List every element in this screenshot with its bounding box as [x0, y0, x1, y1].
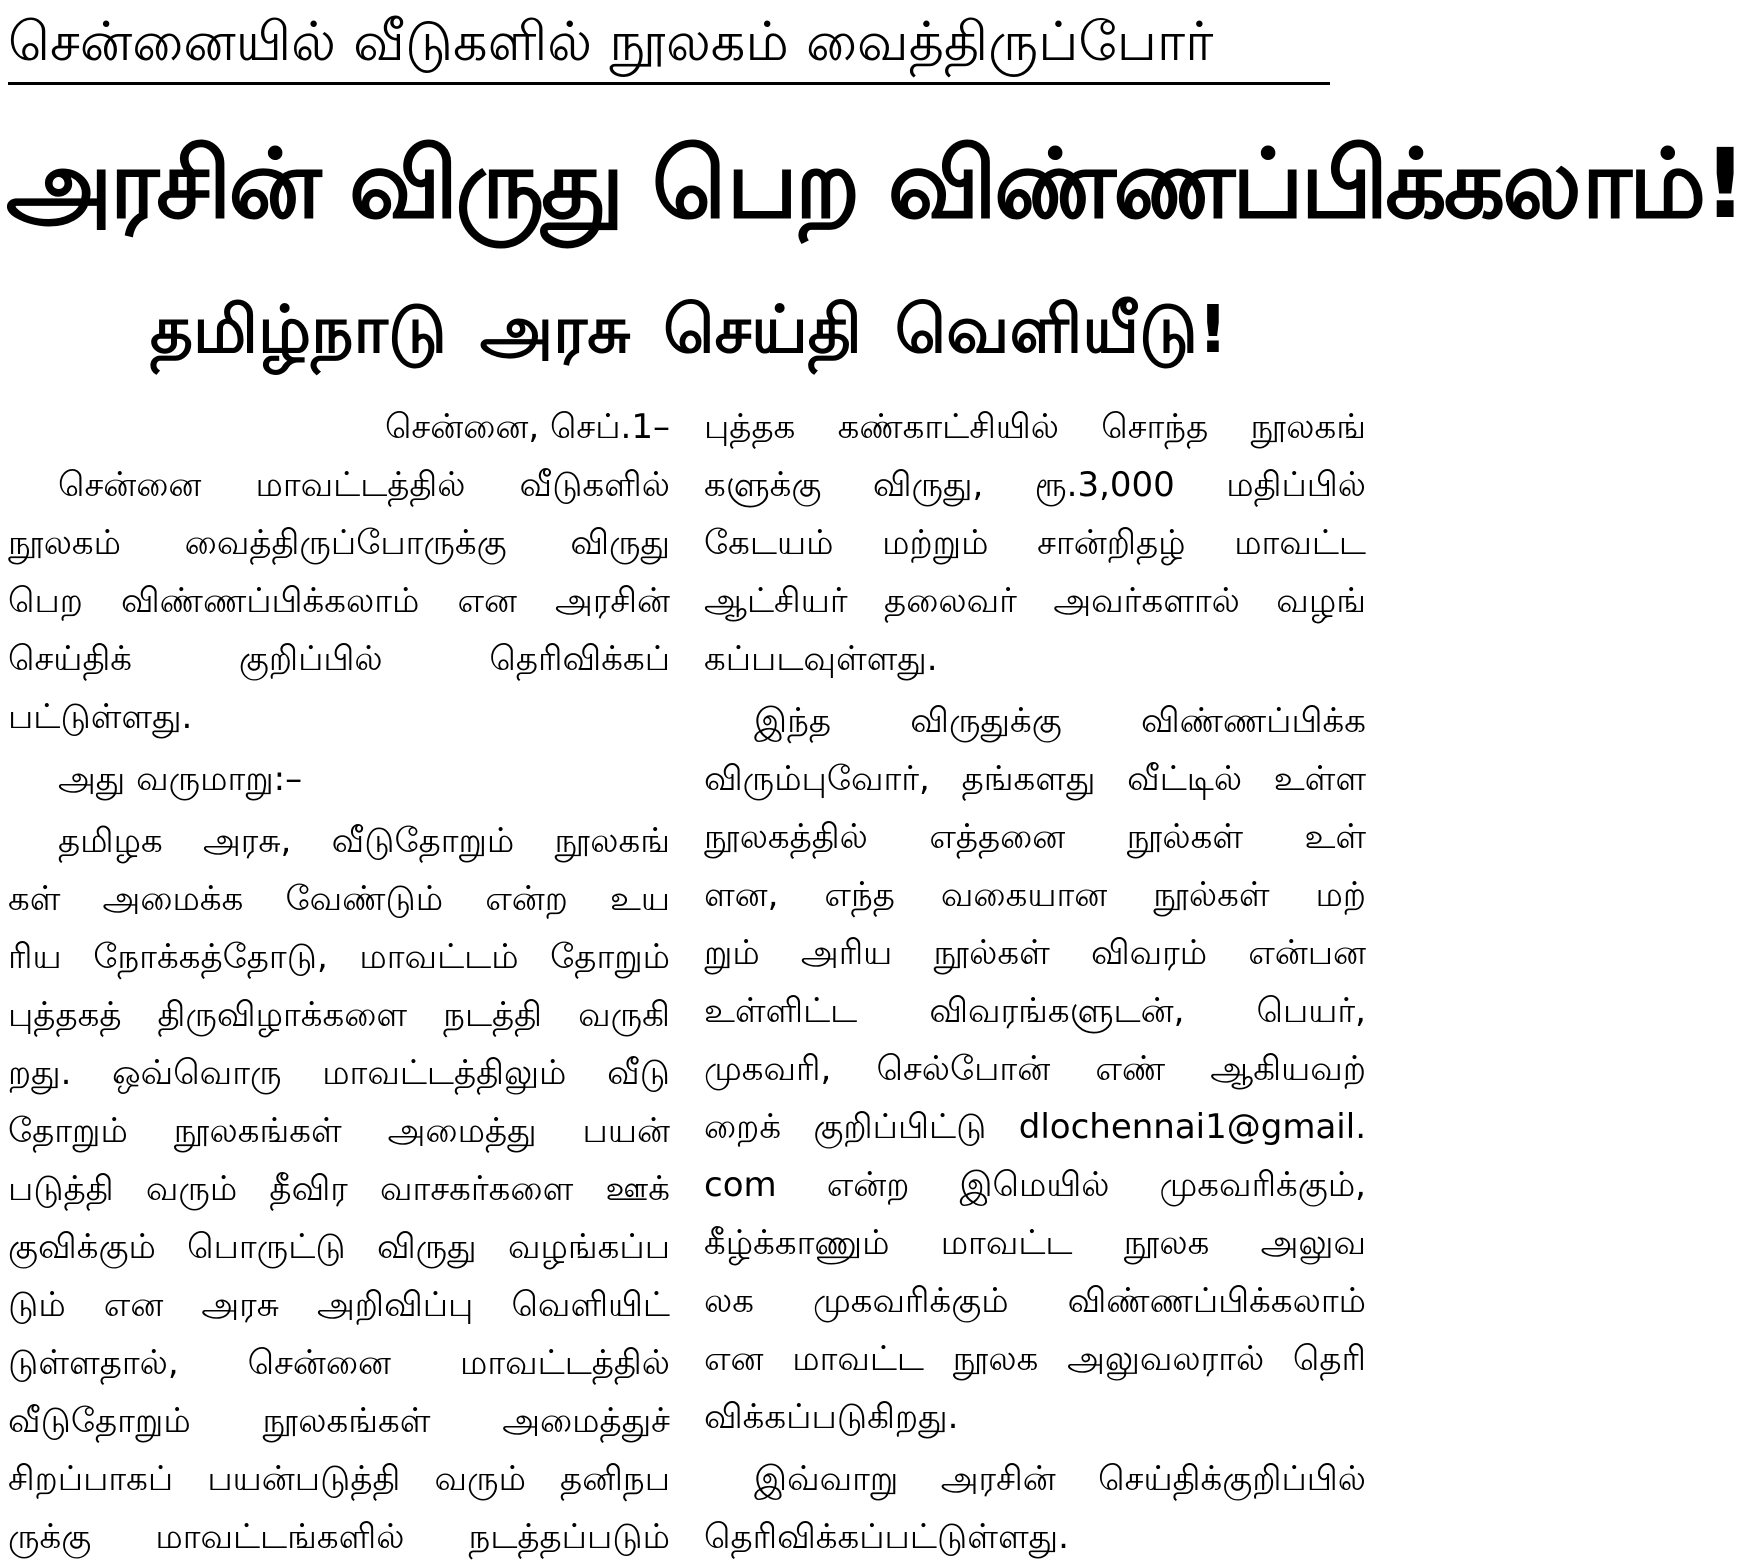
sub-headline: தமிழ்நாடு அரசு செய்தி வெளியீடு!: [150, 291, 1228, 368]
article-line: டும் என அரசு அறிவிப்பு வெளியிட்: [8, 1285, 670, 1325]
kicker-heading: சென்னையில் வீடுகளில் நூலகம் வைத்திருப்போர்: [8, 10, 1214, 73]
kicker-underline: [8, 82, 1330, 85]
article-line: விரும்புவோர், தங்களது வீட்டில் உள்ள: [704, 759, 1366, 799]
article-line: ருக்கு மாவட்டங்களில் நடத்தப்படும்: [8, 1517, 670, 1557]
article-line: கப்படவுள்ளது.: [704, 639, 938, 679]
article-line: அது வருமாறு:–: [58, 759, 303, 799]
article-line: தமிழக அரசு, வீடுதோறும் நூலகங்: [58, 821, 670, 861]
article-line: களுக்கு விருது, ரூ.3,000 மதிப்பில்: [704, 465, 1366, 505]
article-line: ரிய நோக்கத்தோடு, மாவட்டம் தோறும்: [8, 937, 670, 977]
article-line: சென்னை மாவட்டத்தில் வீடுகளில்: [58, 465, 670, 505]
article-line: பெற விண்ணப்பிக்கலாம் என அரசின்: [8, 581, 670, 621]
article-line: com என்ற இமெயில் முகவரிக்கும்,: [704, 1165, 1366, 1205]
article-line: புத்தகத் திருவிழாக்களை நடத்தி வருகி: [8, 995, 670, 1035]
article-line: ஆட்சியர் தலைவர் அவர்களால் வழங்: [704, 581, 1366, 621]
article-line: தோறும் நூலகங்கள் அமைத்து பயன்: [8, 1111, 670, 1151]
article-line: படுத்தி வரும் தீவிர வாசகர்களை ஊக்: [8, 1169, 670, 1209]
article-line: றும் அரிய நூல்கள் விவரம் என்பன: [704, 933, 1366, 973]
article-line: லக முகவரிக்கும் விண்ணப்பிக்கலாம்: [704, 1281, 1366, 1321]
article-line: செய்திக் குறிப்பில் தெரிவிக்கப்: [8, 639, 670, 679]
article-line: புத்தக கண்காட்சியில் சொந்த நூலகங்: [704, 407, 1366, 447]
article-line: நூலகத்தில் எத்தனை நூல்கள் உள்: [704, 817, 1366, 857]
article-line: முகவரி, செல்போன் எண் ஆகியவற்: [704, 1049, 1366, 1089]
article-line: இவ்வாறு அரசின் செய்திக்குறிப்பில்: [754, 1459, 1366, 1499]
article-line: கேடயம் மற்றும் சான்றிதழ் மாவட்ட: [704, 523, 1366, 563]
article-line: நூலகம் வைத்திருப்போருக்கு விருது: [8, 523, 670, 563]
article-line: தெரிவிக்கப்பட்டுள்ளது.: [704, 1517, 1069, 1557]
article-line: றது. ஒவ்வொரு மாவட்டத்திலும் வீடு: [8, 1053, 670, 1093]
dateline: சென்னை, செப்.1–: [384, 407, 670, 447]
article-line: பட்டுள்ளது.: [8, 697, 193, 737]
right-column: [704, 398, 1366, 1564]
main-headline: அரசின் விருது பெற விண்ணப்பிக்கலாம்!: [6, 128, 1744, 240]
article-line: ளன, எந்த வகையான நூல்கள் மற்: [704, 875, 1366, 915]
left-column: [8, 398, 670, 1564]
article-line: விக்கப்படுகிறது.: [704, 1397, 959, 1437]
article-line: இந்த விருதுக்கு விண்ணப்பிக்க: [754, 701, 1366, 741]
article-line: சிறப்பாகப் பயன்படுத்தி வரும் தனிநப: [8, 1459, 670, 1499]
article-line: வீடுதோறும் நூலகங்கள் அமைத்துச்: [8, 1401, 670, 1441]
article-line: கீழ்க்காணும் மாவட்ட நூலக அலுவ: [704, 1223, 1366, 1263]
article-line: டுள்ளதால், சென்னை மாவட்டத்தில்: [8, 1343, 670, 1383]
article-line: குவிக்கும் பொருட்டு விருது வழங்கப்ப: [8, 1227, 670, 1267]
article-line: கள் அமைக்க வேண்டும் என்ற உய: [8, 879, 670, 919]
article-line: றைக் குறிப்பிட்டு dlochennai1@gmail.: [704, 1107, 1366, 1147]
article-line: உள்ளிட்ட விவரங்களுடன், பெயர்,: [704, 991, 1366, 1031]
article-line: என மாவட்ட நூலக அலுவலரால் தெரி: [704, 1339, 1366, 1379]
